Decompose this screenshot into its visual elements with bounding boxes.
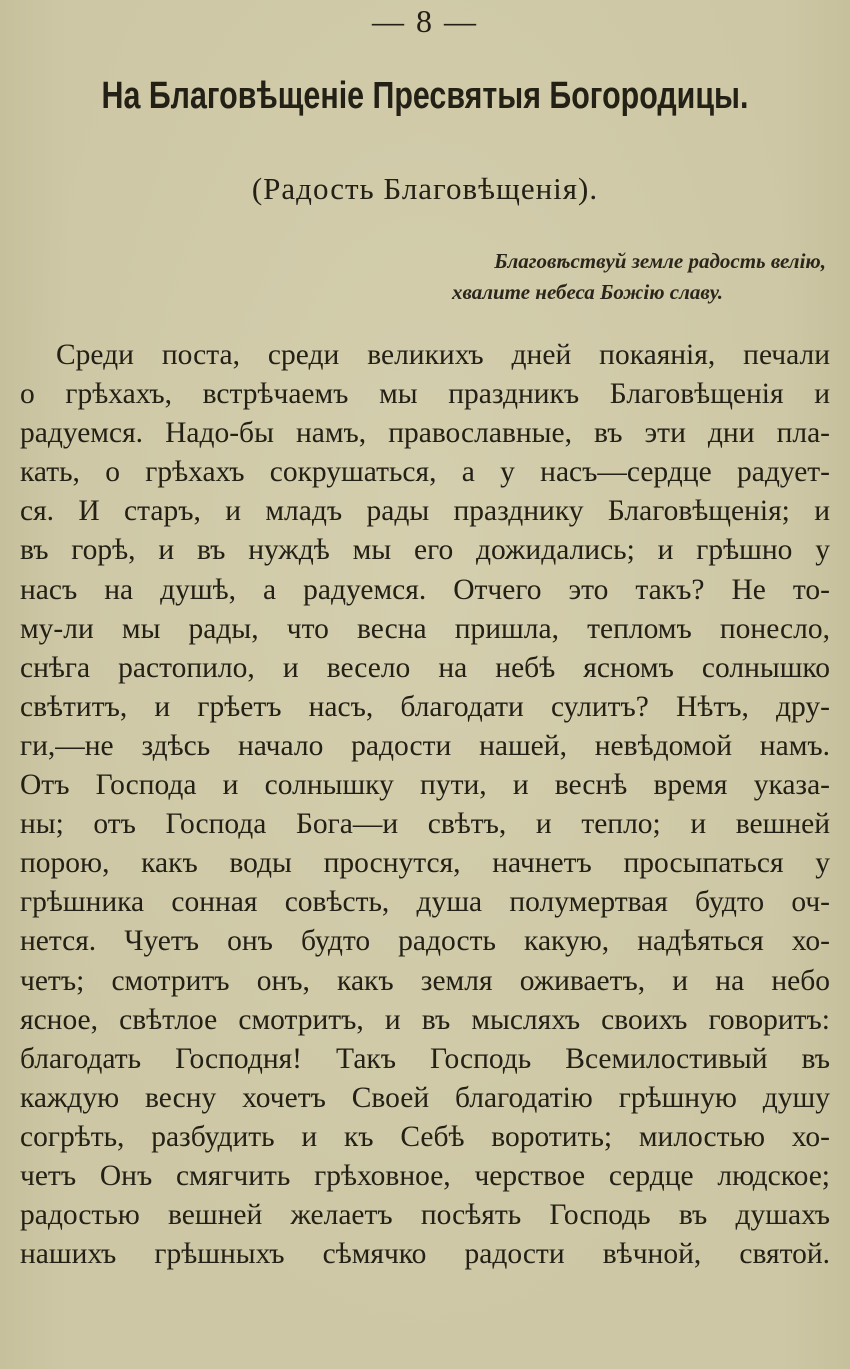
text-line: кать, о грѣхахъ сокрушаться, а у насъ—сердце радует- <box>20 456 830 489</box>
chapter-title: На Благовѣщеніе Пресвятыя Богородицы. <box>101 75 749 117</box>
text-line: въ горѣ, и въ нуждѣ мы его дожидались; и грѣшно у <box>20 534 830 567</box>
text-line: нется. Чуетъ онъ будто радость какую, надѣяться хо- <box>20 925 830 958</box>
text-line: ясное, свѣтлое смотритъ, и въ мысляхъ своихъ говоритъ: <box>20 1003 830 1036</box>
text-line: каждую весну хочетъ Своей благодатію грѣшную душу <box>20 1081 830 1114</box>
text-line: насъ на душѣ, а радуемся. Отчего это такъ? Не то- <box>20 573 830 606</box>
epigraph-line: хвалите небеса Божію славу. <box>451 280 723 304</box>
text-line: грѣшника сонная совѣсть, душа полумертвая будто оч- <box>20 886 830 919</box>
text-line: ги,—не здѣсь начало радости нашей, невѣдомой намъ. <box>20 729 830 762</box>
epigraph <box>306 246 826 308</box>
text-line: радостью вешней желаетъ посѣять Господь въ душахъ <box>20 1199 830 1232</box>
body-text <box>20 336 830 1274</box>
text-line: свѣтитъ, и грѣетъ насъ, благодати сулитъ? Нѣтъ, дру- <box>20 690 830 723</box>
text-line: порою, какъ воды проснутся, начнетъ просыпаться у <box>20 847 830 880</box>
text-line: Среди поста, среди великихъ дней покаянія, печали <box>56 339 830 371</box>
text-line: согрѣть, разбудить и къ Себѣ воротить; милостью хо- <box>20 1120 830 1153</box>
text-line: му-ли мы рады, что весна пришла, тепломъ понесло, <box>20 612 830 645</box>
text-line: четъ Онъ смягчить грѣховное, черствое сердце людское; <box>20 1159 830 1192</box>
text-line: о грѣхахъ, встрѣчаемъ мы праздникъ Благовѣщенія и <box>20 378 830 411</box>
text-line: четъ; смотритъ онъ, какъ земля оживаетъ, и на небо <box>20 964 830 997</box>
chapter-subtitle: (Радость Благовѣщенія). <box>251 171 599 206</box>
text-line: снѣга растопило, и весело на небѣ ясномъ солнышко <box>20 651 830 684</box>
page-number: — 8 — <box>372 3 478 39</box>
text-line: радуемся. Надо-бы намъ, православные, въ эти дни пла- <box>20 417 830 450</box>
epigraph-line: Благовѣствуй земле радость велію, <box>494 249 826 273</box>
text-line: нашихъ грѣшныхъ сѣмячко радости вѣчной, святой. <box>20 1238 830 1271</box>
text-line: благодать Господня! Такъ Господь Всемилостивый въ <box>20 1042 830 1075</box>
text-line: ны; отъ Господа Бога—и свѣтъ, и тепло; и вешней <box>20 808 830 841</box>
text-line: ся. И старъ, и младъ рады празднику Благовѣщенія; и <box>20 495 830 528</box>
text-line: Отъ Господа и солнышку пути, и веснѣ время указа- <box>20 769 830 802</box>
